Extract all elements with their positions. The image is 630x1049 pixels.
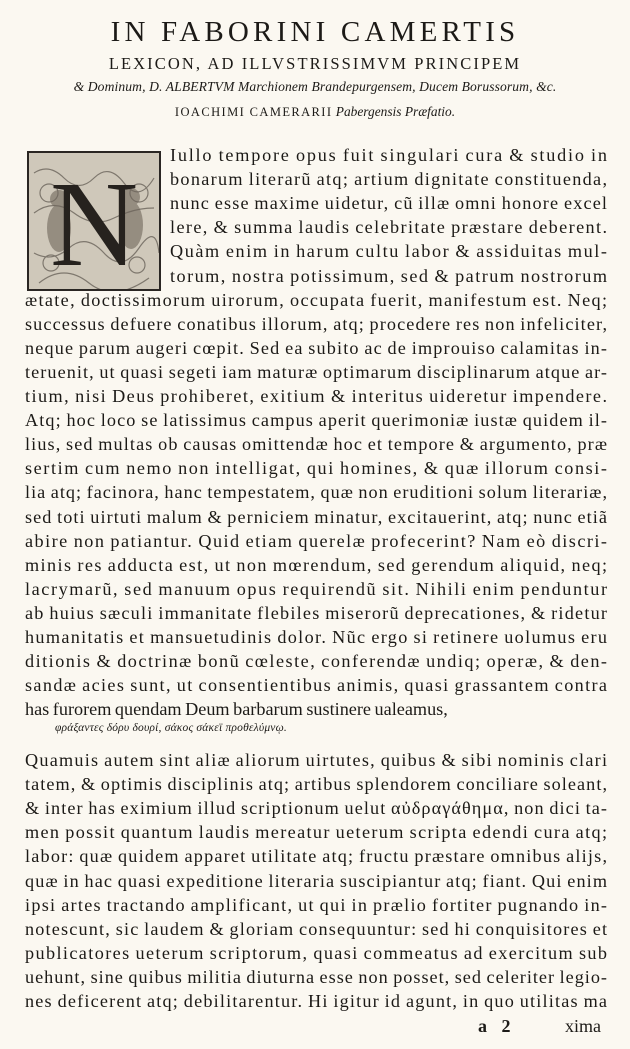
title-line-4: [0, 104, 630, 120]
text-line: publicatores ueterum scriptorum, quasi commeatus ad exercitum sub: [25, 942, 609, 963]
text-line: lius, sed multas ob causas omittendæ hoc et tempore & argumento, præ: [25, 434, 609, 455]
text-line: has furorem quendam Deum barbarum sustinere ualeamus,: [25, 699, 448, 720]
text-line: sandæ acies sunt, ut consentientibus animis, quasi grassantem contra: [25, 675, 609, 696]
text-line: sertim cum nemo non intelligat, qui homines, & quæ illorum consi-: [25, 458, 609, 479]
title-line-2: LEXICON, AD ILLVSTRISSIMVM PRINCIPEM: [108, 54, 522, 73]
text-line: ipsi artes tractando amplificant, ut qui in prælio fortiter pugnando in-: [25, 894, 609, 915]
text-line: torum, nostra potissimum, sed & patrum nostrorum: [170, 265, 609, 286]
text-line: successus defuere conatibus illorum, atq; procedere res non infeliciter,: [25, 313, 609, 334]
decorated-initial: [27, 151, 161, 291]
text-line: bonarum literarũ atq; artium dignitate constituenda,: [170, 169, 609, 190]
text-line: neque parum augeri cœpit. Sed ea subito ac de improuiso calamitas in-: [25, 337, 609, 358]
text-line: ditionis & doctrinæ bonũ cœleste, conferendæ undiq; operæ, & den-: [25, 651, 609, 672]
text-line: Quamuis autem sint aliæ aliorum uirtutes, quibus & sibi nominis clari: [25, 750, 609, 770]
text-line: Iullo tempore opus fuit singulari cura & studio in: [170, 145, 609, 165]
decorated-initial-art: [29, 153, 159, 289]
text-line: Atq; hoc loco se latissimus campus aperit querimoniæ iustæ quidem il-: [25, 410, 609, 431]
text-line: quæ in hac quasi expeditione literaria suscipiantur atq; fiant. Qui enim: [25, 870, 609, 891]
text-line: tium, nisi Deus prohiberet, exitium & interitus uideretur impendere.: [25, 386, 609, 406]
signature-mark: a 2: [478, 1016, 511, 1036]
text-line: abire non patiantur. Quid etiam querelæ profecerint? Nam eò discri-: [25, 530, 609, 551]
text-line: teruenit, ut quasi segeti iam maturæ optimarum disciplinarum atque ar-: [25, 361, 609, 382]
author-name: IOACHIMI CAMERARII: [174, 105, 333, 119]
title-line-1: IN FABORINI CAMERTIS: [110, 16, 520, 48]
text-line: notescunt, sic laudem & gloriam consequuntur: sed hi conquisitores et: [25, 918, 609, 939]
text-line: nunc esse maxime uidetur, cũ illæ omni honore excel: [170, 193, 609, 214]
text-line: men possit quantum laudis mereatur ueterum scripta edendi cura atq;: [25, 822, 609, 843]
title-line-3: & Dominum, D. ALBERTVM Marchionem Brandepurgensem, Ducem Borussorum, &c.: [73, 79, 557, 94]
text-line: nes deficerent atq; debilitarentur. Hi igitur id agunt, in quo utilitas ma: [25, 991, 609, 1011]
initial-letter: N: [49, 157, 139, 289]
text-line: humanitatis et mansuetudinis dolor. Nũc ergo si retinere uolumus eru: [25, 627, 609, 647]
text-line: labor: quæ quidem apparet utilitate atq; fructu præstare omnibus alijs,: [25, 846, 609, 867]
text-line: & inter has eximium illud scriptionum uelut αὐδραγάθημα, non dici ta-: [25, 798, 609, 819]
text-line: sed toti uirtuti malum & perniciem minatur, excitauerint, atq; nunc etiã: [25, 506, 609, 527]
text-line: tatem, & optimis disciplinis atq; artibus splendorem conciliare soleant,: [25, 774, 609, 795]
text-line: lacrymarũ, sed manuum opus requirendũ sit. Nihili enim penduntur: [25, 578, 609, 599]
text-line: minis res adducta est, ut non mœrendum, sed gerendum aliquid, neq;: [25, 554, 609, 575]
text-line: uehunt, sine quibus militia diuturna esse non posset, sed celeriter legio-: [25, 966, 608, 987]
text-line: ab huius sæculi immanitate flebiles miserorũ deprecationes, & ridetur: [25, 602, 609, 623]
text-line: ætate, doctissimorum uirorum, occupata fuerit, manifestum est. Neq;: [25, 289, 609, 310]
greek-quotation: φράξαντες δόρυ δουρί, σάκος σάκεϊ προθελύμνῳ.: [55, 722, 287, 734]
text-line: Quàm enim in harum cultu labor & assiduitas mul-: [170, 241, 609, 262]
text-line: lere, & summa laudis celebritate præstare deberent.: [170, 217, 609, 238]
preface-label: Pabergensis Præfatio.: [335, 104, 456, 119]
catchword: xima: [565, 1016, 601, 1036]
text-line: lia atq; facinora, hanc tempestatem, quæ non eruditioni solum literariæ,: [25, 482, 609, 503]
